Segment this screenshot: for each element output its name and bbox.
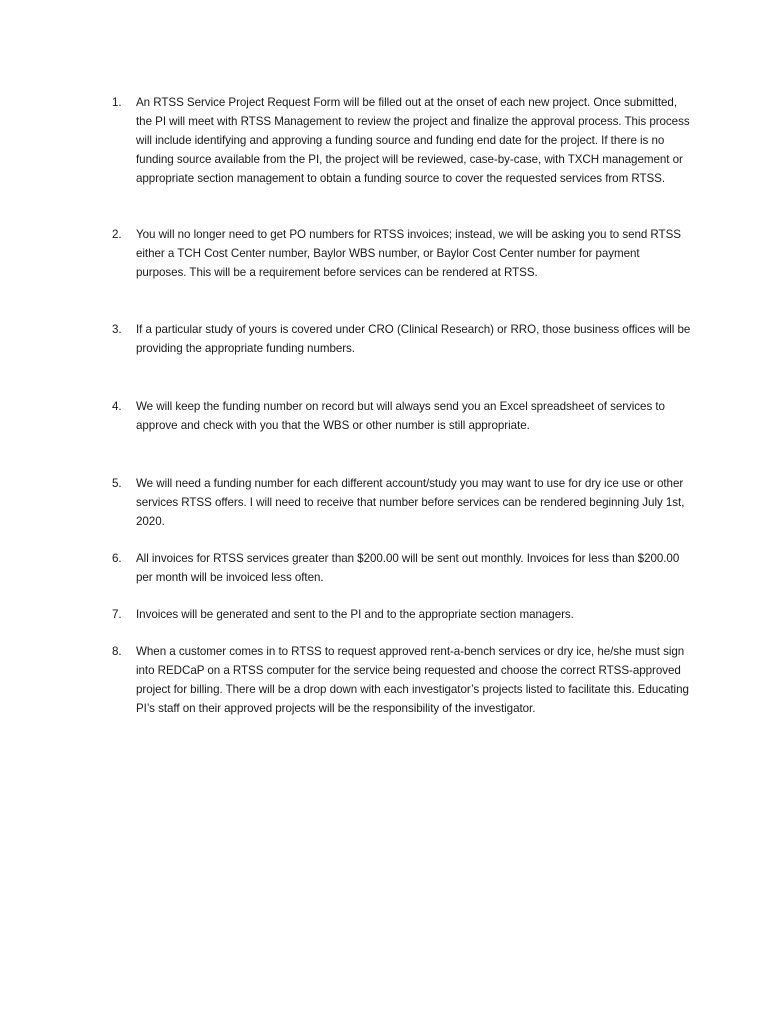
list-item-number: 8. <box>112 645 122 658</box>
list-item-text: All invoices for RTSS services greater than $200.00 will be sent out monthly. Invoices for less than $200.00 per month will be invoiced less often. <box>136 552 680 584</box>
list-item-number: 1. <box>112 96 122 109</box>
list-item <box>112 642 692 718</box>
list-item-text: An RTSS Service Project Request Form will be filled out at the onset of each new project. Once submitted, the PI will meet with RTSS Management to review the project and finalize the approval process. This process will include identifying and approving a funding source and funding end date for the project. If there is no funding source available from the PI, the project will be reviewed, case-by-case, with TXCH management or appropriate section management to obtain a funding source to cover the requested services from RTSS. <box>136 96 690 185</box>
list-item-text: You will no longer need to get PO numbers for RTSS invoices; instead, we will be asking you to send RTSS either a TCH Cost Center number, Baylor WBS number, or Baylor Cost Center number for payment purposes. This will be a requirement before services can be rendered at RTSS. <box>136 228 681 279</box>
list-item-text: Invoices will be generated and sent to the PI and to the appropriate section managers. <box>136 608 574 621</box>
list-item <box>112 549 692 587</box>
list-item <box>112 397 692 435</box>
list-item-text: We will need a funding number for each different account/study you may want to use for dry ice use or other services RTSS offers. I will need to receive that number before services can be rendered beginning July 1st, 2020. <box>136 477 685 528</box>
list-item <box>112 225 692 282</box>
list-item-text: When a customer comes in to RTSS to request approved rent-a-bench services or dry ice, he/she must sign into REDCaP on a RTSS computer for the service being requested and choose the correct RTSS-approved project for billing. There will be a drop down with each investigator’s projects listed to facilitate this. Educating PI’s staff on their approved projects will be the responsibility of the investigator. <box>136 645 689 715</box>
list-item-number: 4. <box>112 400 122 413</box>
list-item <box>112 474 692 531</box>
list-item-number: 5. <box>112 477 122 490</box>
list-item-number: 6. <box>112 552 122 565</box>
list-item-number: 3. <box>112 323 122 336</box>
list-item <box>112 320 692 358</box>
list-item-text: If a particular study of yours is covered under CRO (Clinical Research) or RRO, those business offices will be providing the appropriate funding numbers. <box>136 323 691 355</box>
list-item <box>112 93 692 188</box>
list-item-number: 2. <box>112 228 122 241</box>
list-item <box>112 605 692 624</box>
list-item-number: 7. <box>112 608 122 621</box>
list-item-text: We will keep the funding number on record but will always send you an Excel spreadsheet of services to approve and check with you that the WBS or other number is still appropriate. <box>136 400 665 432</box>
